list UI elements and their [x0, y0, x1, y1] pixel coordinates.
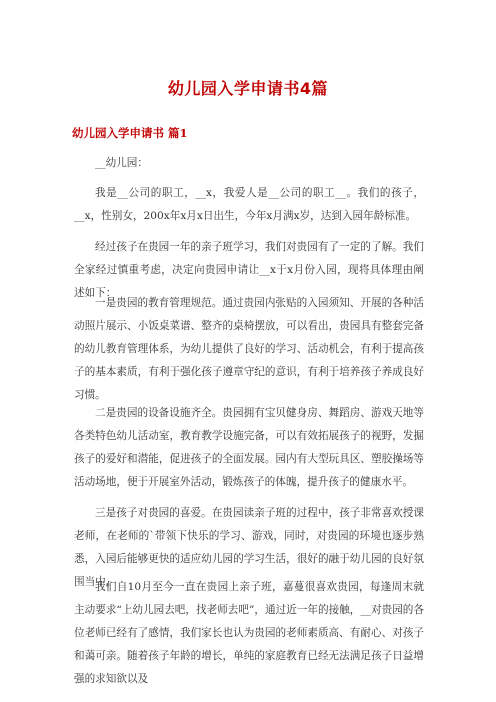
section-heading: 幼儿园入学申请书 篇1 [72, 126, 188, 140]
document-title: 幼儿园入学申请书4篇 [167, 79, 329, 98]
salutation: __幼儿园： [95, 157, 148, 169]
paragraph-3: 一是贵园的教育管理规范。通过贵园内张贴的入园须知、开展的各种活动照片展示、小饭桌菜谱、整齐的桌椅摆放，可以看出，贵园具有整套完备的幼儿教育管理体系，为幼儿提供了良好的学习、活动机会，有利于提高孩子的基本素质，有利于强化孩子遵章守纪的意识，有利于培养孩子养成良好习惯。 [74, 297, 424, 401]
paragraph-4: 二是贵园的设备设施齐全。贵园拥有宝贝健身房、舞蹈房、游戏天地等各类特色幼儿活动室，教育教学设施完备，可以有效拓展孩子的视野，发掘孩子的爱好和潜能，促进孩子的全面发展。园内有大型玩具区、塑胶操场等活动场地，便于开展室外活动，锻炼孩子的体魄，提升孩子的健康水平。 [74, 407, 424, 488]
paragraph-6: 我们自10月至今一直在贵园上亲子班，嘉蔓很喜欢贵园，每逢周末就主动要求“上幼儿园去吧，找老师去吧”，通过近一年的接触，__对贵园的各位老师已经有了感情，我们家长也认为贵园的老师素质高、有耐心、对孩子和蔼可亲。随着孩子年龄的增长，单纯的家庭教育已经无法满足孩子日益增强的求知欲以及 [74, 581, 424, 685]
paragraph-1: 我是__公司的职工，__x，我爱人是__公司的职工__。我们的孩子，__x，性别女，200x年x月x日出生，今年x月满x岁，达到入园年龄标准。 [74, 187, 424, 222]
paragraph-2: 经过孩子在贵园一年的亲子班学习，我们对贵园有了一定的了解。我们全家经过慎重考虑，决定向贵园申请让__x于x月份入园，现将具体理由阐述如下： [74, 241, 424, 299]
paragraph-5: 三是孩子对贵园的喜爱。在贵园读亲子班的过程中，孩子非常喜欢授课老师，在老师的`带领下快乐的学习、游戏，同时，对贵园的环境也逐步熟悉，入园后能够更快的适应幼儿园的学习生活，很好的融于幼儿园的良好氛围当中。 [74, 507, 424, 588]
